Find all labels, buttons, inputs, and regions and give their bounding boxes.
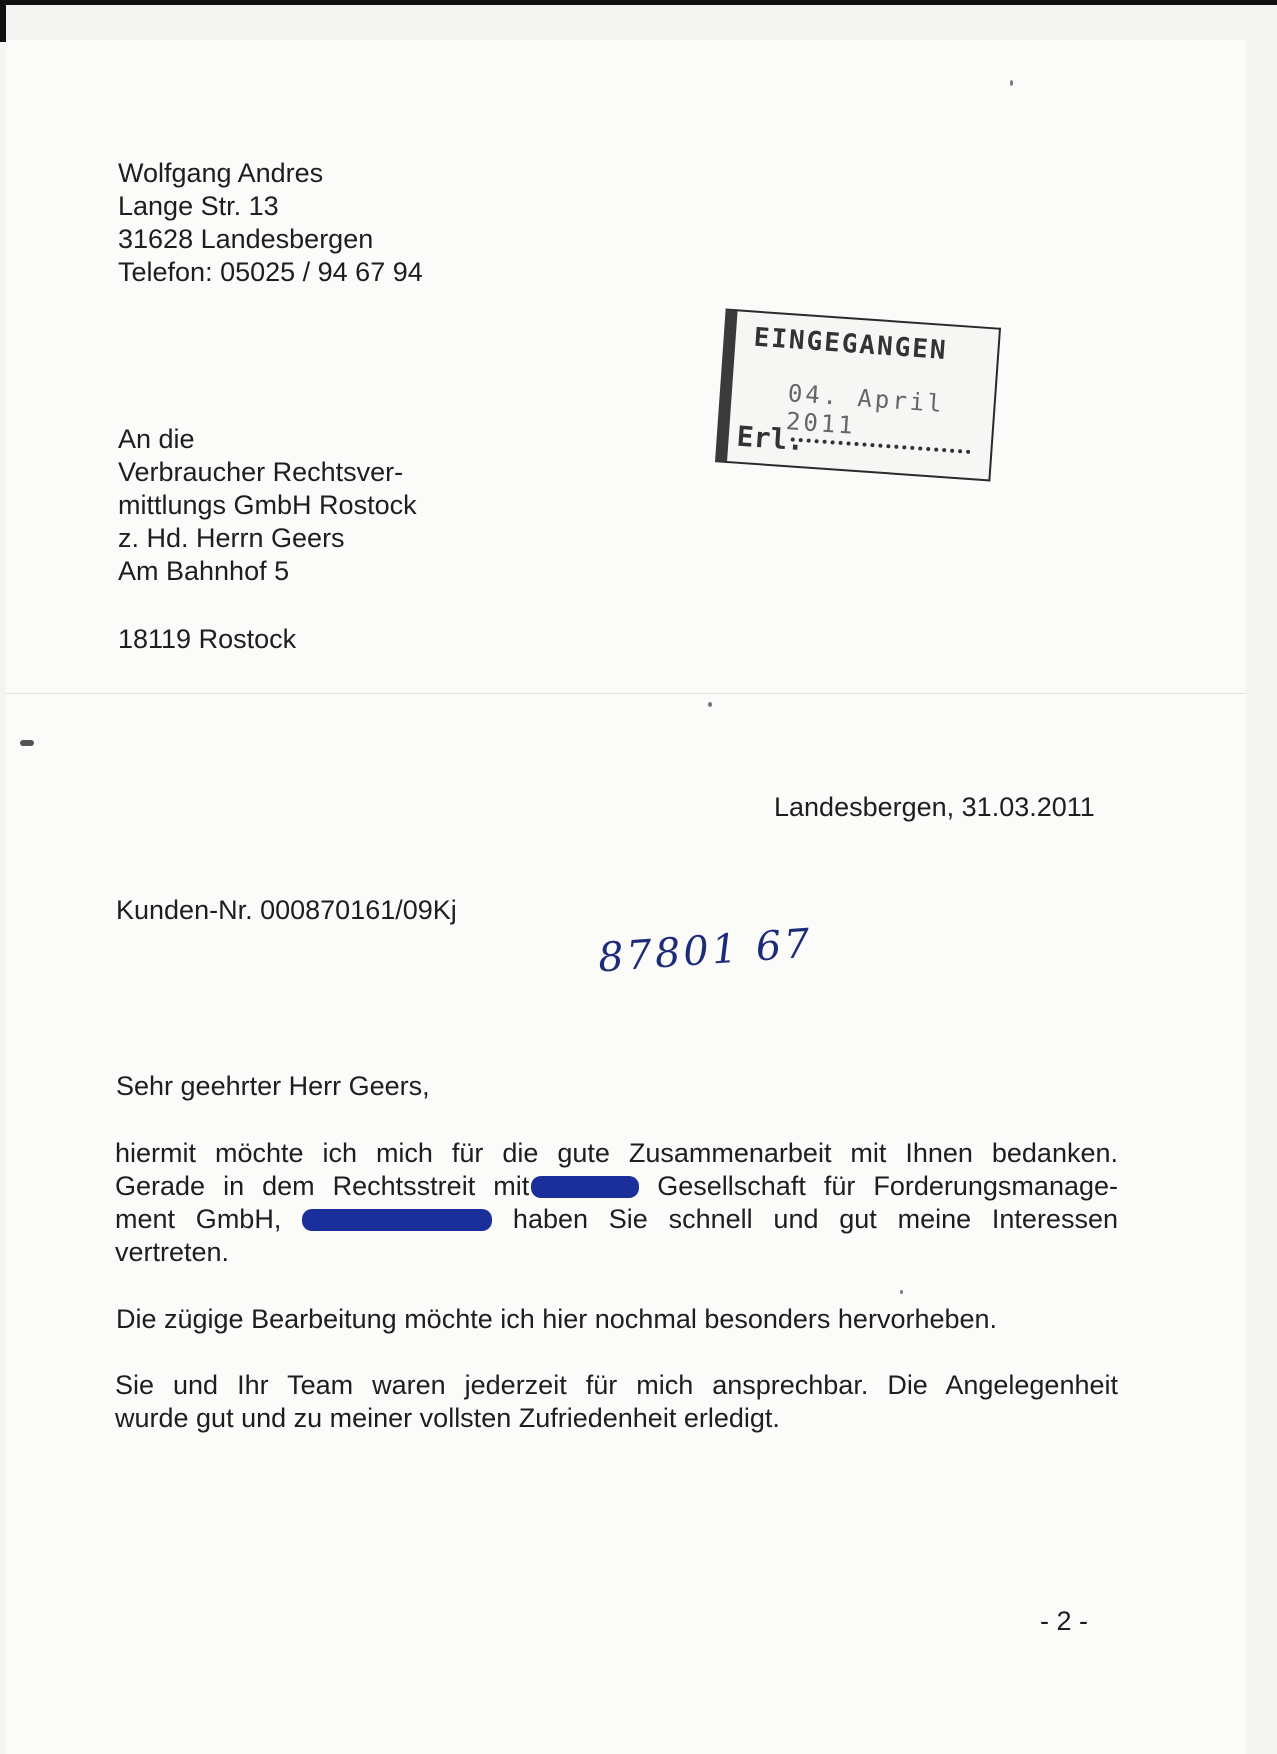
paragraph-1-text: Gerade in dem Rechtsstreit mit xyxy=(115,1171,530,1201)
scan-speck xyxy=(900,1290,903,1294)
recipient-address xyxy=(118,423,417,588)
scan-speck xyxy=(708,702,712,707)
scan-edge-left xyxy=(0,0,6,42)
place-date: Landesbergen, 31.03.2011 xyxy=(774,792,1095,822)
paragraph-1-line xyxy=(115,1203,1118,1236)
paragraph-3-line: wurde gut und zu meiner vollsten Zufriedenheit erledigt. xyxy=(115,1403,780,1433)
paragraph-3-line: Sie und Ihr Team waren jederzeit für mich ansprechbar. Die Angelegenheit xyxy=(115,1370,1118,1400)
stamp-date: 04. April 2011 xyxy=(785,379,946,440)
paragraph-1-text: ment GmbH, xyxy=(115,1204,282,1234)
page-marker: - 2 - xyxy=(1040,1606,1089,1636)
paragraph-1-line: hiermit möchte ich mich für die gute Zusammenarbeit mit Ihnen bedanken. xyxy=(115,1138,1118,1168)
paragraph-1-line xyxy=(115,1170,1118,1203)
sender-city: 31628 Landesbergen xyxy=(118,224,374,254)
scan-edge-top xyxy=(0,0,1277,5)
sender-address xyxy=(118,157,423,289)
sender-street: Lange Str. 13 xyxy=(118,191,279,221)
redaction-mark xyxy=(531,1176,639,1198)
recipient-line: z. Hd. Herrn Geers xyxy=(118,523,345,553)
stamp-erl-label: Erl. xyxy=(735,419,806,458)
received-stamp xyxy=(715,309,1001,482)
paragraph-1-text: Gesellschaft für Forderungsmanage- xyxy=(657,1171,1118,1201)
stamp-title: EINGEGANGEN xyxy=(752,322,949,367)
paragraph-1 xyxy=(115,1137,1118,1269)
recipient-line: Verbraucher Rechtsver- xyxy=(118,457,404,487)
recipient-postcode-city: 18119 Rostock xyxy=(118,624,297,654)
salutation: Sehr geehrter Herr Geers, xyxy=(116,1071,430,1101)
sender-name: Wolfgang Andres xyxy=(118,158,324,188)
recipient-line: Am Bahnhof 5 xyxy=(118,556,290,586)
scan-speck xyxy=(20,740,34,746)
paragraph-1-line: vertreten. xyxy=(115,1237,230,1267)
paragraph-3 xyxy=(115,1369,1118,1435)
scan-speck xyxy=(1010,80,1013,86)
paragraph-1-text: haben Sie schnell und gut meine Interessen xyxy=(512,1204,1118,1234)
recipient-line: An die xyxy=(118,424,195,454)
handwritten-note: 87801 67 xyxy=(596,920,815,982)
paragraph-2: Die zügige Bearbeitung möchte ich hier nochmal besonders hervorheben. xyxy=(116,1304,998,1334)
sender-phone: Telefon: 05025 / 94 67 94 xyxy=(118,257,423,287)
paper-fold-line xyxy=(6,693,1246,694)
recipient-line: mittlungs GmbH Rostock xyxy=(118,490,417,520)
customer-number: Kunden-Nr. 000870161/09Kj xyxy=(116,895,457,925)
redaction-mark xyxy=(302,1209,492,1231)
